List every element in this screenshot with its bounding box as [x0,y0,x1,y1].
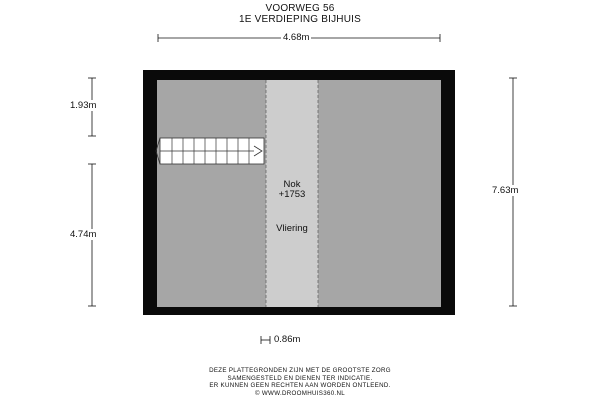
disclaimer-line-1: DEZE PLATTEGRONDEN ZIJN MET DE GROOTSTE ZORG [209,367,391,374]
top-section-height-label: 1.93m [70,100,97,111]
address-title: VOORWEG 56 [265,3,335,14]
staircase [156,138,264,164]
ridge-height-label: +1753 [278,189,306,200]
total-width-label: 4.68m [283,32,310,43]
floor-title: 1E VERDIEPING BIJHUIS [238,14,361,25]
ridge-label: Nok [283,179,301,190]
disclaimer-line-2: SAMENGESTELD EN DIENEN TER INDICATIE. [227,374,373,382]
total-height-label: 7.63m [492,185,519,196]
bottom-small-width-label: 0.86m [274,334,301,345]
disclaimer-line-4: © WWW.DROOMHUIS360.NL [255,389,345,397]
bottom-dimension-line [261,336,270,344]
disclaimer-line-3: ER KUNNEN GEEN RECHTEN AAN WORDEN ONTLEEND. [209,382,391,389]
left-dimension-line [88,78,96,306]
bottom-section-height-label: 4.74m [70,229,97,240]
disclaimer [180,367,420,397]
attic-label: Vliering [276,223,308,234]
